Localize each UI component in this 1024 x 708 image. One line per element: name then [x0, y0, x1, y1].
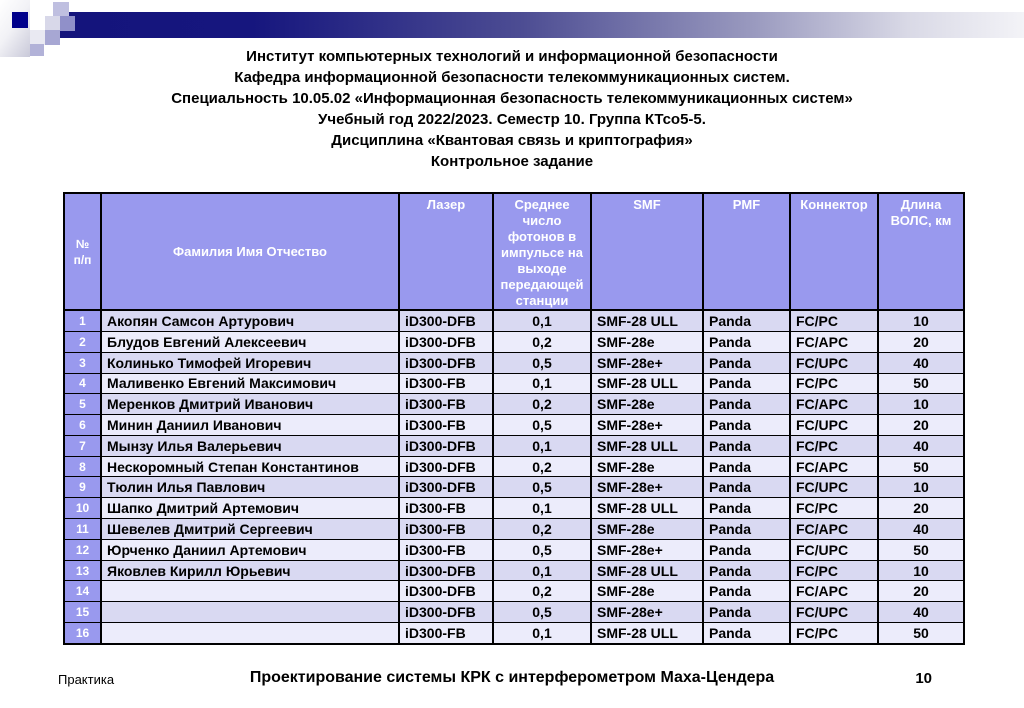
- cell-length: 40: [878, 519, 964, 540]
- cell-name: Маливенко Евгений Максимович: [101, 373, 399, 394]
- cell-smf: SMF-28 ULL: [591, 623, 703, 644]
- table-row: [64, 435, 964, 456]
- cell-smf: SMF-28 ULL: [591, 435, 703, 456]
- cell-connector: FC/APC: [790, 394, 878, 415]
- decoration-square: [30, 30, 45, 45]
- cell-num: 16: [64, 623, 101, 644]
- slide-title-block: [87, 46, 937, 172]
- cell-length: 50: [878, 456, 964, 477]
- decoration-square: [53, 2, 69, 17]
- table-row: [64, 310, 964, 331]
- cell-num: 7: [64, 435, 101, 456]
- cell-smf: SMF-28e: [591, 394, 703, 415]
- decoration-navy-square: [12, 12, 28, 28]
- cell-name: Блудов Евгений Алексеевич: [101, 331, 399, 352]
- cell-pmf: Panda: [703, 435, 790, 456]
- cell-photons: 0,2: [493, 456, 591, 477]
- cell-length: 40: [878, 352, 964, 373]
- cell-laser: iD300-FB: [399, 519, 493, 540]
- header-num: № п/п: [64, 193, 101, 310]
- cell-num: 15: [64, 602, 101, 623]
- cell-pmf: Panda: [703, 310, 790, 331]
- cell-num: 2: [64, 331, 101, 352]
- cell-connector: FC/UPC: [790, 539, 878, 560]
- decoration-square: [45, 16, 60, 31]
- table-row: [64, 331, 964, 352]
- title-line-department: Кафедра информационной безопасности телекоммуникационных систем.: [234, 69, 790, 86]
- cell-pmf: Panda: [703, 394, 790, 415]
- cell-photons: 0,1: [493, 435, 591, 456]
- header-smf: SMF: [591, 193, 703, 310]
- cell-laser: iD300-DFB: [399, 456, 493, 477]
- cell-smf: SMF-28e+: [591, 477, 703, 498]
- cell-length: 40: [878, 602, 964, 623]
- cell-laser: iD300-DFB: [399, 477, 493, 498]
- cell-pmf: Panda: [703, 581, 790, 602]
- cell-num: 8: [64, 456, 101, 477]
- cell-name: [101, 602, 399, 623]
- table-row: [64, 602, 964, 623]
- cell-pmf: Panda: [703, 602, 790, 623]
- cell-length: 10: [878, 477, 964, 498]
- title-line-discipline: Дисциплина «Квантовая связь и криптография»: [331, 132, 693, 149]
- cell-name: Колинько Тимофей Игоревич: [101, 352, 399, 373]
- cell-num: 1: [64, 310, 101, 331]
- cell-smf: SMF-28e: [591, 456, 703, 477]
- cell-connector: FC/PC: [790, 373, 878, 394]
- cell-smf: SMF-28 ULL: [591, 310, 703, 331]
- cell-length: 20: [878, 415, 964, 436]
- cell-photons: 0,2: [493, 519, 591, 540]
- cell-pmf: Panda: [703, 415, 790, 436]
- cell-smf: SMF-28e: [591, 581, 703, 602]
- cell-connector: FC/PC: [790, 560, 878, 581]
- cell-length: 20: [878, 498, 964, 519]
- cell-laser: iD300-FB: [399, 394, 493, 415]
- cell-length: 10: [878, 310, 964, 331]
- cell-smf: SMF-28 ULL: [591, 560, 703, 581]
- title-line-task: Контрольное задание: [430, 153, 594, 170]
- cell-photons: 0,2: [493, 394, 591, 415]
- footer-title: Проектирование системы КРК с интерферометром Маха-Цендера: [249, 669, 775, 686]
- cell-laser: iD300-FB: [399, 373, 493, 394]
- cell-pmf: Panda: [703, 352, 790, 373]
- cell-smf: SMF-28e+: [591, 539, 703, 560]
- cell-connector: FC/APC: [790, 456, 878, 477]
- cell-pmf: Panda: [703, 498, 790, 519]
- cell-photons: 0,5: [493, 602, 591, 623]
- cell-laser: iD300-FB: [399, 415, 493, 436]
- cell-connector: FC/APC: [790, 331, 878, 352]
- cell-connector: FC/PC: [790, 498, 878, 519]
- cell-photons: 0,1: [493, 623, 591, 644]
- cell-pmf: Panda: [703, 456, 790, 477]
- cell-pmf: Panda: [703, 560, 790, 581]
- cell-num: 4: [64, 373, 101, 394]
- cell-photons: 0,5: [493, 477, 591, 498]
- cell-photons: 0,5: [493, 539, 591, 560]
- cell-name: Минин Даниил Иванович: [101, 415, 399, 436]
- header-laser: Лазер: [399, 193, 493, 310]
- cell-smf: SMF-28 ULL: [591, 373, 703, 394]
- cell-length: 50: [878, 373, 964, 394]
- assignments-table: [63, 192, 965, 645]
- cell-num: 12: [64, 539, 101, 560]
- table-row: [64, 477, 964, 498]
- table-row: [64, 373, 964, 394]
- cell-photons: 0,1: [493, 310, 591, 331]
- cell-connector: FC/APC: [790, 519, 878, 540]
- cell-num: 6: [64, 415, 101, 436]
- cell-length: 10: [878, 560, 964, 581]
- table-row: [64, 539, 964, 560]
- table-row: [64, 352, 964, 373]
- cell-smf: SMF-28e: [591, 519, 703, 540]
- cell-length: 50: [878, 623, 964, 644]
- header-length: Длина ВОЛС, км: [878, 193, 964, 310]
- cell-pmf: Panda: [703, 373, 790, 394]
- cell-pmf: Panda: [703, 539, 790, 560]
- cell-laser: iD300-DFB: [399, 435, 493, 456]
- cell-num: 11: [64, 519, 101, 540]
- title-line-year-group: Учебный год 2022/2023. Семестр 10. Группа КТсо5-5.: [318, 111, 706, 128]
- cell-smf: SMF-28e+: [591, 352, 703, 373]
- cell-photons: 0,2: [493, 581, 591, 602]
- cell-connector: FC/APC: [790, 581, 878, 602]
- cell-length: 10: [878, 394, 964, 415]
- table-header-row: [64, 193, 964, 310]
- cell-laser: iD300-DFB: [399, 331, 493, 352]
- table-row: [64, 415, 964, 436]
- cell-name: Шапко Дмитрий Артемович: [101, 498, 399, 519]
- cell-name: Нескоромный Степан Константинов: [101, 456, 399, 477]
- cell-laser: iD300-DFB: [399, 310, 493, 331]
- cell-connector: FC/PC: [790, 623, 878, 644]
- cell-connector: FC/UPC: [790, 602, 878, 623]
- cell-laser: iD300-FB: [399, 623, 493, 644]
- cell-smf: SMF-28 ULL: [591, 498, 703, 519]
- cell-laser: iD300-FB: [399, 498, 493, 519]
- header-gradient-bar: [60, 12, 1024, 38]
- cell-connector: FC/UPC: [790, 477, 878, 498]
- cell-num: 14: [64, 581, 101, 602]
- table-row: [64, 456, 964, 477]
- footer-page-number: 10: [915, 670, 932, 687]
- cell-laser: iD300-DFB: [399, 352, 493, 373]
- cell-photons: 0,1: [493, 560, 591, 581]
- cell-num: 5: [64, 394, 101, 415]
- cell-length: 20: [878, 581, 964, 602]
- decoration-square: [60, 16, 75, 31]
- cell-length: 50: [878, 539, 964, 560]
- cell-num: 3: [64, 352, 101, 373]
- cell-length: 40: [878, 435, 964, 456]
- table-row: [64, 581, 964, 602]
- cell-smf: SMF-28e: [591, 331, 703, 352]
- cell-pmf: Panda: [703, 331, 790, 352]
- cell-name: Тюлин Илья Павлович: [101, 477, 399, 498]
- cell-length: 20: [878, 331, 964, 352]
- table-row: [64, 560, 964, 581]
- cell-name: Акопян Самсон Артурович: [101, 310, 399, 331]
- header-photons: Среднее число фотонов в импульсе на выходе передающей станции: [493, 193, 591, 310]
- table-row: [64, 519, 964, 540]
- cell-photons: 0,5: [493, 415, 591, 436]
- cell-name: Шевелев Дмитрий Сергеевич: [101, 519, 399, 540]
- cell-connector: FC/UPC: [790, 415, 878, 436]
- table-body: [64, 310, 964, 644]
- cell-name: Яковлев Кирилл Юрьевич: [101, 560, 399, 581]
- table-row: [64, 394, 964, 415]
- cell-connector: FC/PC: [790, 310, 878, 331]
- header-connector: Коннектор: [790, 193, 878, 310]
- cell-num: 10: [64, 498, 101, 519]
- header-pmf: PMF: [703, 193, 790, 310]
- cell-photons: 0,2: [493, 331, 591, 352]
- cell-name: [101, 581, 399, 602]
- cell-photons: 0,1: [493, 498, 591, 519]
- cell-laser: iD300-DFB: [399, 581, 493, 602]
- cell-smf: SMF-28e+: [591, 602, 703, 623]
- title-line-institute: Институт компьютерных технологий и информационной безопасности: [246, 48, 778, 65]
- cell-num: 13: [64, 560, 101, 581]
- corner-gradient-strip: [0, 0, 30, 57]
- header-name: Фамилия Имя Отчество: [101, 193, 399, 310]
- cell-name: [101, 623, 399, 644]
- table-row: [64, 498, 964, 519]
- cell-laser: iD300-DFB: [399, 602, 493, 623]
- cell-name: Меренков Дмитрий Иванович: [101, 394, 399, 415]
- cell-laser: iD300-DFB: [399, 560, 493, 581]
- cell-pmf: Panda: [703, 623, 790, 644]
- table-row: [64, 623, 964, 644]
- decoration-square: [45, 30, 60, 45]
- cell-photons: 0,5: [493, 352, 591, 373]
- cell-smf: SMF-28e+: [591, 415, 703, 436]
- cell-connector: FC/UPC: [790, 352, 878, 373]
- cell-name: Мынзу Илья Валерьевич: [101, 435, 399, 456]
- cell-connector: FC/PC: [790, 435, 878, 456]
- cell-name: Юрченко Даниил Артемович: [101, 539, 399, 560]
- decoration-square: [30, 44, 44, 56]
- cell-pmf: Panda: [703, 519, 790, 540]
- cell-num: 9: [64, 477, 101, 498]
- cell-photons: 0,1: [493, 373, 591, 394]
- cell-laser: iD300-FB: [399, 539, 493, 560]
- title-line-specialty: Специальность 10.05.02 «Информационная безопасность телекоммуникационных систем»: [171, 90, 853, 107]
- footer-section-label: Практика: [58, 672, 115, 687]
- cell-pmf: Panda: [703, 477, 790, 498]
